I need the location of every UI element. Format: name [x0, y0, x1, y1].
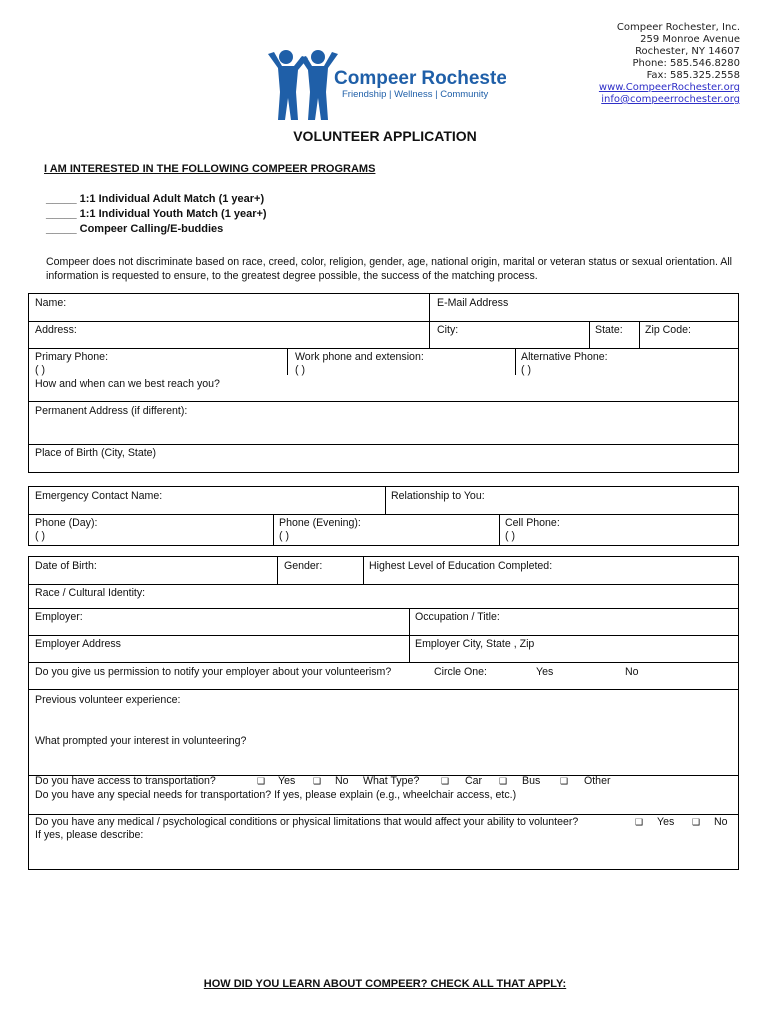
people-logo-icon [266, 48, 506, 124]
alt-phone-paren: ( ) [521, 364, 531, 376]
primary-phone-paren: ( ) [35, 364, 45, 376]
transport-question: Do you have access to transportation? [35, 775, 216, 787]
state-field[interactable]: State: [595, 324, 623, 336]
medical-yes-checkbox-icon[interactable]: ❑ [635, 817, 644, 827]
address-field[interactable]: Address: [35, 324, 77, 336]
cell-phone-paren: ( ) [505, 530, 515, 542]
learn-about-heading: HOW DID YOU LEARN ABOUT COMPEER? CHECK ALL THAT APPLY: [203, 978, 567, 990]
gender-field[interactable]: Gender: [284, 560, 323, 572]
other-label: Other [584, 775, 611, 787]
employer-field[interactable]: Employer: [35, 611, 83, 623]
dob-field[interactable]: Date of Birth: [35, 560, 97, 572]
occupation-field[interactable]: Occupation / Title: [415, 611, 500, 623]
non-discrimination-notice: Compeer does not discriminate based on race, creed, color, religion, gender, age, national origin, marital or veteran status or sexual orientation. All information is requested to ensure, to the greatest degree possible, the success of the matching process. [46, 256, 733, 282]
name-field[interactable]: Name: [35, 297, 67, 309]
zip-field[interactable]: Zip Code: [645, 324, 691, 336]
birth-place-field[interactable]: Place of Birth (City, State) [35, 447, 157, 459]
page-title: VOLUNTEER APPLICATION [293, 128, 477, 144]
previous-experience-field[interactable]: Previous volunteer experience: [35, 694, 181, 706]
permission-yes-option[interactable]: Yes [536, 666, 554, 678]
phone-evening-paren: ( ) [279, 530, 289, 542]
medical-question: Do you have any medical / psychological conditions or physical limitations that would affect your ability to volunteer? [35, 816, 579, 828]
logo-tagline: Friendship | Wellness | Community [342, 89, 489, 100]
transport-yes-checkbox-icon[interactable]: ❑ [257, 776, 266, 786]
org-city: Rochester, NY 14607 [635, 46, 740, 57]
logo-brand-compeer: Compeer [334, 68, 417, 89]
reach-field[interactable]: How and when can we best reach you? [35, 378, 220, 390]
program-youth-match[interactable]: _____ 1:1 Individual Youth Match (1 year+) [46, 208, 267, 220]
org-contact-block [599, 22, 740, 106]
transport-no-checkbox-icon[interactable]: ❑ [313, 776, 322, 786]
org-phone: Phone: 585.546.8280 [632, 58, 740, 69]
employer-city-field[interactable]: Employer City, State , Zip [415, 638, 535, 650]
city-field[interactable]: City: [437, 324, 459, 336]
org-email-link[interactable]: info@compeerrochester.org [601, 94, 740, 105]
org-fax: Fax: 585.325.2558 [646, 70, 740, 81]
personal-details-section [28, 556, 739, 870]
program-calling[interactable]: _____ Compeer Calling/E-buddies [46, 223, 224, 235]
medical-no-label: No [714, 816, 728, 828]
medical-describe-field[interactable]: If yes, please describe: [35, 829, 144, 841]
education-field[interactable]: Highest Level of Education Completed: [369, 560, 553, 572]
org-street: 259 Monroe Avenue [640, 34, 740, 45]
transport-no-label: No [335, 775, 349, 787]
compeer-logo [266, 48, 506, 124]
emergency-contact-field[interactable]: Emergency Contact Name: [35, 490, 163, 502]
circle-one-label: Circle One: [434, 666, 487, 678]
medical-no-checkbox-icon[interactable]: ❑ [692, 817, 701, 827]
emergency-contact-section [28, 486, 739, 546]
contact-info-section [28, 293, 739, 473]
primary-phone-field[interactable]: Primary Phone: [35, 351, 109, 363]
logo-brand-rochester: Rochester [421, 68, 506, 89]
email-field[interactable]: E-Mail Address [437, 297, 509, 309]
phone-evening-field[interactable]: Phone (Evening): [279, 517, 361, 529]
permanent-address-field[interactable]: Permanent Address (if different): [35, 405, 188, 417]
org-website-link[interactable]: www.CompeerRochester.org [598, 82, 740, 93]
race-field[interactable]: Race / Cultural Identity: [35, 587, 146, 599]
permission-no-option[interactable]: No [625, 666, 639, 678]
employer-permission-question: Do you give us permission to notify your employer about your volunteerism? [35, 666, 392, 678]
work-phone-field[interactable]: Work phone and extension: [295, 351, 424, 363]
relationship-field[interactable]: Relationship to You: [391, 490, 485, 502]
programs-heading: I AM INTERESTED IN THE FOLLOWING COMPEER PROGRAMS [44, 163, 376, 175]
bus-label: Bus [522, 775, 541, 787]
phone-day-field[interactable]: Phone (Day): [35, 517, 98, 529]
car-label: Car [465, 775, 483, 787]
medical-yes-label: Yes [657, 816, 675, 828]
interest-prompt-field[interactable]: What prompted your interest in volunteering? [35, 735, 247, 747]
alt-phone-field[interactable]: Alternative Phone: [521, 351, 608, 363]
cell-phone-field[interactable]: Cell Phone: [505, 517, 560, 529]
work-phone-paren: ( ) [295, 364, 305, 376]
what-type-label: What Type? [363, 775, 420, 787]
svg-text:CompeerRochester [334, 68, 506, 89]
other-checkbox-icon[interactable]: ❑ [560, 776, 569, 786]
transport-yes-label: Yes [278, 775, 296, 787]
car-checkbox-icon[interactable]: ❑ [441, 776, 450, 786]
phone-day-paren: ( ) [35, 530, 45, 542]
special-needs-field[interactable]: Do you have any special needs for transportation? If yes, please explain (e.g., wheelchair access, etc.) [35, 789, 517, 801]
program-adult-match[interactable]: _____ 1:1 Individual Adult Match (1 year+) [46, 193, 265, 205]
bus-checkbox-icon[interactable]: ❑ [499, 776, 508, 786]
org-name: Compeer Rochester, Inc. [616, 22, 740, 33]
employer-address-field[interactable]: Employer Address [35, 638, 121, 650]
